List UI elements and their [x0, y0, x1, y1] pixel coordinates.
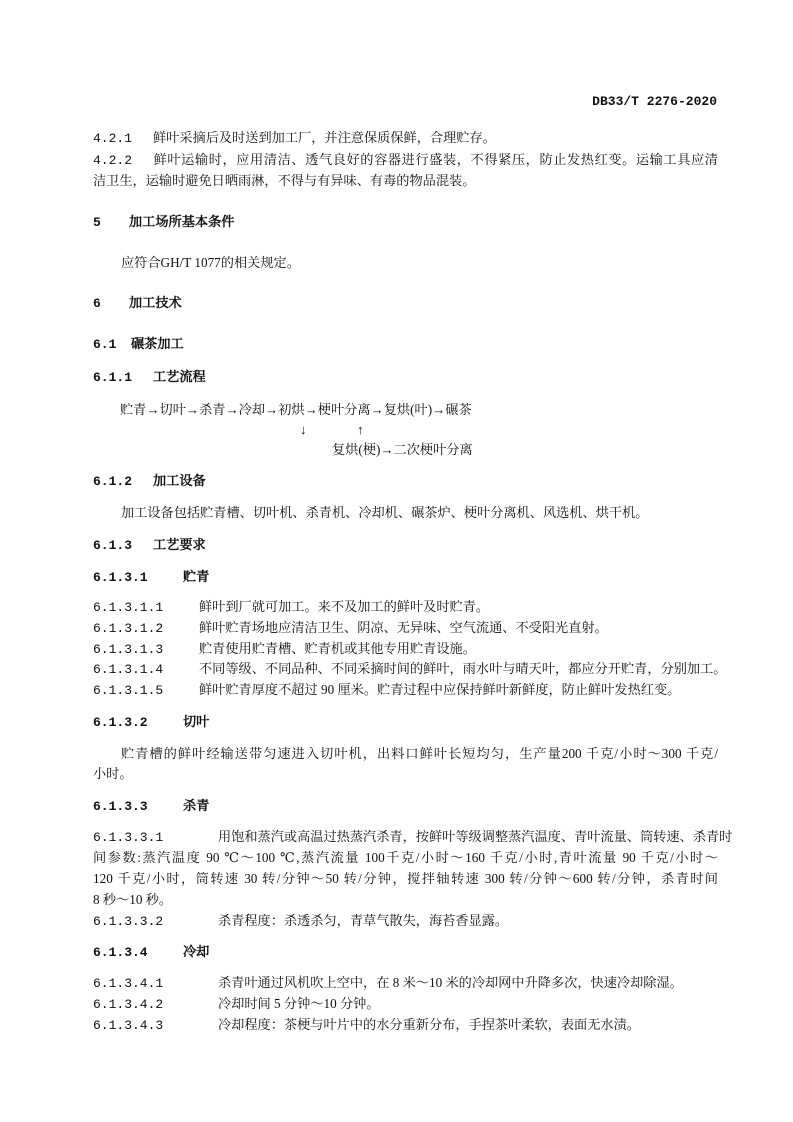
section-number: 6.1.1	[93, 370, 133, 385]
section-number: 6.1.3.4	[93, 945, 148, 960]
process-flow-main: 贮青→切叶→杀青→冷却→初烘→梗叶分离→复烘(叶)→碾茶	[120, 402, 472, 417]
clause-item	[93, 994, 380, 1015]
section-6-1-3-3-heading	[93, 796, 209, 817]
section-number: 6	[93, 296, 101, 311]
clause-item	[93, 827, 733, 848]
clause-text: 用饱和蒸汽或高温过热蒸汽杀青，按鲜叶等级调整蒸汽温度、青叶流量、筒转速、杀青时	[218, 829, 733, 844]
clause-text: 鲜叶贮青厚度不超过 90 厘米。贮青过程中应保持鲜叶新鲜度，防止鲜叶发热红变。	[199, 682, 681, 697]
clause-number: 4.2.1	[93, 131, 133, 146]
section-5-text: 应符合GH/T 1077的相关规定。	[121, 255, 300, 270]
process-flow-branch: 复烘(梗)→二次梗叶分离	[332, 442, 473, 457]
section-5-heading	[93, 212, 235, 233]
clause-number: 6.1.3.1.1	[93, 600, 164, 615]
clause-item	[93, 639, 476, 660]
section-number: 6.1.3.3	[93, 799, 148, 814]
section-title: 杀青	[183, 798, 210, 813]
section-6-1-3-2-text: 贮青槽的鲜叶经输送带匀速进入切叶机，出料口鲜叶长短均匀，生产量200 千克/小时～300 千克/	[121, 746, 718, 761]
down-arrow-icon: ↓	[300, 422, 307, 437]
clause-number: 6.1.3.4.1	[93, 976, 164, 991]
clause-number: 6.1.3.1.3	[93, 642, 164, 657]
section-number: 6.1.3.2	[93, 715, 148, 730]
up-arrow-icon: ↑	[357, 422, 364, 437]
clause-4-2-2	[93, 150, 718, 171]
clause-number: 6.1.3.1.2	[93, 621, 164, 636]
section-6-1-1-heading	[93, 367, 206, 388]
clause-text: 鲜叶采摘后及时送到加工厂，并注意保质保鲜，合理贮存。	[153, 130, 496, 145]
section-number: 6.1.3.1	[93, 570, 148, 585]
clause-number: 6.1.3.4.3	[93, 1018, 164, 1033]
clause-number: 6.1.3.1.5	[93, 683, 164, 698]
section-title: 加工场所基本条件	[129, 214, 235, 229]
clause-4-2-2-cont: 洁卫生，运输时避免日晒雨淋，不得与有异味、有毒的物品混装。	[93, 173, 476, 188]
clause-text-cont: 间参数:蒸汽温度 90 ℃～100 ℃,蒸汽流量 100千克/小时～160 千克/小时,青叶流量 90 千克/小时～	[93, 850, 718, 865]
clause-text: 鲜叶到厂就可加工。来不及加工的鲜叶及时贮青。	[199, 599, 490, 614]
clause-item	[93, 680, 680, 701]
clause-item	[93, 597, 489, 618]
clause-text: 贮青使用贮青槽、贮青机或其他专用贮青设施。	[199, 641, 476, 656]
document-code: DB33/T 2276-2020	[592, 94, 717, 109]
clause-text: 杀青程度：杀透杀匀，青草气散失，海苔香显露。	[218, 913, 509, 928]
section-6-1-3-2-heading	[93, 712, 209, 733]
clause-number: 6.1.3.4.2	[93, 997, 164, 1012]
clause-text-cont: 120 千克/小时，筒转速 30 转/分钟～50 转/分钟，搅拌轴转速 300 转/分钟～600 转/分钟，杀青时间	[93, 871, 718, 886]
section-6-1-3-heading	[93, 535, 206, 556]
clause-text: 杀青叶通过风机吹上空中，在 8 米～10 米的冷却网中升降多次，快速冷却除湿。	[218, 975, 683, 990]
section-number: 6.1.3	[93, 538, 133, 553]
section-number: 6.1	[93, 337, 117, 352]
section-title: 冷却	[183, 944, 210, 959]
section-6-1-3-1-heading	[93, 567, 209, 588]
section-number: 6.1.2	[93, 474, 133, 489]
clause-item	[93, 659, 727, 680]
clause-4-2-1	[93, 128, 496, 149]
clause-number: 4.2.2	[93, 153, 133, 168]
section-title: 碾茶加工	[131, 336, 184, 351]
clause-text: 鲜叶贮青场地应清洁卫生、阴凉、无异味、空气流通、不受阳光直射。	[199, 620, 608, 635]
clause-text: 冷却时间 5 分钟～10 分钟。	[218, 996, 380, 1011]
clause-number: 6.1.3.3.2	[93, 914, 164, 929]
section-title: 工艺要求	[153, 537, 206, 552]
clause-item	[93, 911, 508, 932]
section-6-1-2-heading	[93, 471, 206, 492]
section-number: 5	[93, 215, 101, 230]
clause-item	[93, 618, 608, 639]
clause-number: 6.1.3.3.1	[93, 830, 164, 845]
clause-item	[93, 1015, 640, 1036]
section-6-1-3-2-text-cont: 小时。	[93, 766, 133, 781]
section-title: 切叶	[183, 714, 210, 729]
clause-text-cont: 8 秒～10 秒。	[93, 892, 173, 907]
section-6-1-2-text: 加工设备包括贮青槽、切叶机、杀青机、冷却机、碾茶炉、梗叶分离机、风选机、烘干机。	[121, 505, 649, 520]
section-title: 工艺流程	[153, 369, 206, 384]
section-title: 加工技术	[129, 295, 182, 310]
section-title: 贮青	[183, 569, 210, 584]
clause-number: 6.1.3.1.4	[93, 662, 164, 677]
clause-text: 不同等级、不同品种、不同采摘时间的鲜叶，雨水叶与晴天叶，都应分开贮青，分别加工。	[199, 661, 727, 676]
section-6-heading	[93, 293, 182, 314]
section-title: 加工设备	[153, 473, 206, 488]
clause-text: 鲜叶运输时，应用清洁、透气良好的容器进行盛装，不得紧压，防止发热红变。运输工具应清	[153, 152, 718, 167]
clause-text: 冷却程度：茶梗与叶片中的水分重新分布，手捏茶叶柔软，表面无水渍。	[218, 1017, 640, 1032]
section-6-1-3-4-heading	[93, 942, 209, 963]
section-6-1-heading	[93, 334, 184, 355]
clause-item	[93, 973, 683, 994]
